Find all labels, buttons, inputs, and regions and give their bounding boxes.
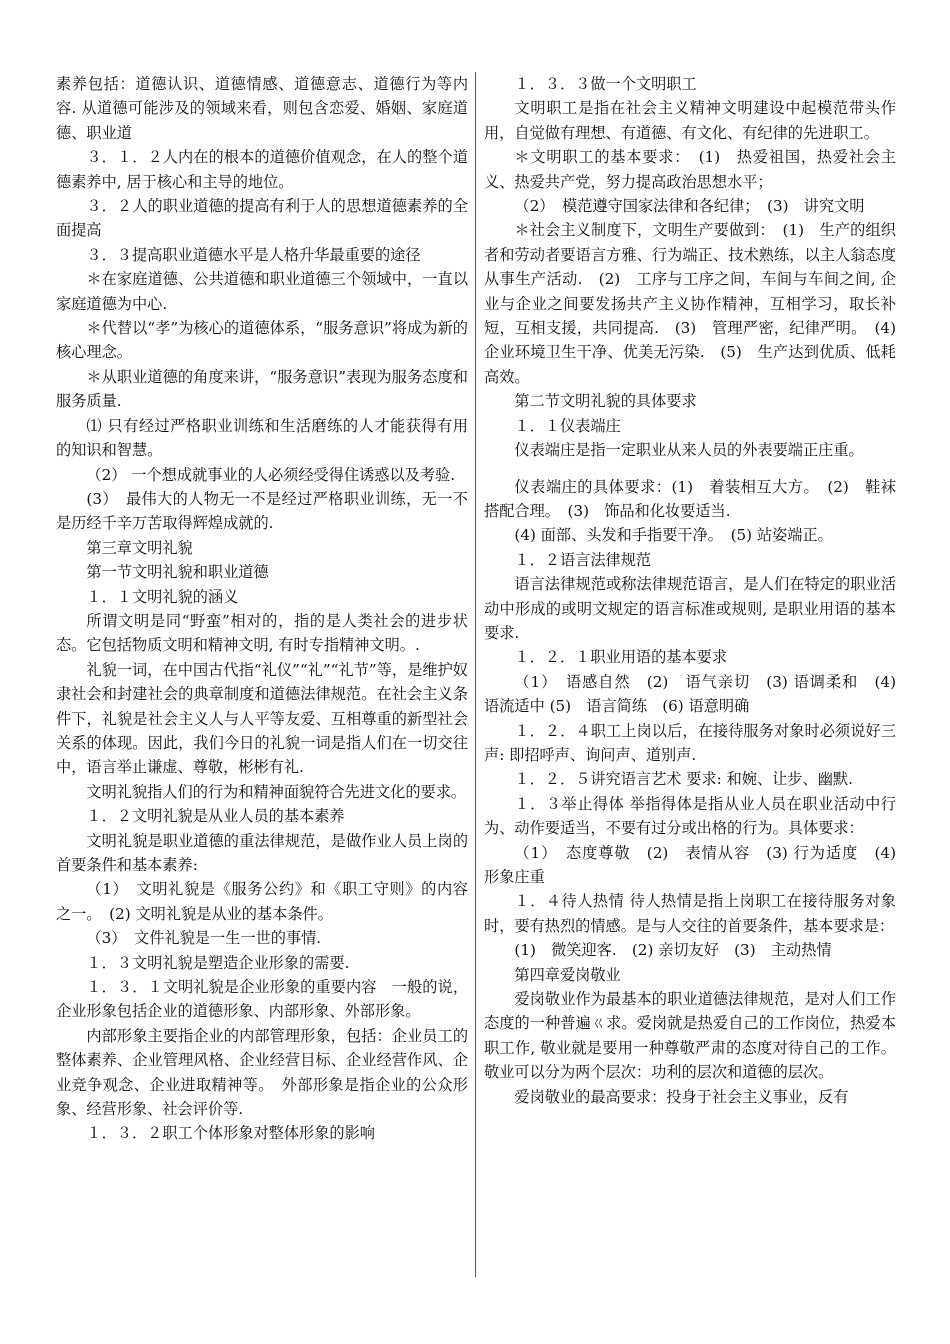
paragraph: 第一节文明礼貌和职业道德 xyxy=(86,563,269,582)
paragraph: 仪表端庄是指一定职业从来人员的外表要端正庄重。 xyxy=(514,441,864,460)
paragraph: ３．２人的职业道德的提高有利于人的思想道德素养的全面提高 xyxy=(56,197,468,240)
paragraph: （2） 模范遵守国家法律和各纪律； (3) 讲究文明 xyxy=(514,197,865,216)
paragraph: （1） 文明礼貌是《服务公约》和《职工守则》的内容之一。 (2) 文明礼貌是从业的基本条件。 xyxy=(56,880,468,923)
paragraph: 仪表端庄的具体要求：(1) 着装相互大方。 (2) 鞋袜搭配合理。 (3) 饰品和化妆要适当. xyxy=(484,477,896,520)
paragraph-gap xyxy=(484,463,896,475)
paragraph: ＊社会主义制度下，文明生产要做到： (1) 生产的组织者和劳动者要语言方雅、行为端正、技术熟练，以主人翁态度从事生产活动. (2) 工序与工序之间，车间与车间之间, 企业与企业之间要发扬共产主义协作精神，互相学习，取长补短，互相支援，共同提高. (3) 管理严密，纪律严明。 (4) 企业环境卫生干净、优美无污染. (5) 生产达到优质、低耗高效。 xyxy=(484,221,912,386)
paragraph: 文明礼貌是职业道德的重法律规范，是做作业人员上岗的首要条件和基本素养: xyxy=(56,831,468,874)
paragraph: ＊从职业道德的角度来讲，“服务意识”表现为服务态度和服务质量. xyxy=(56,367,468,411)
paragraph: ３．３提高职业道德水平是人格升华最重要的途径 xyxy=(86,245,421,264)
paragraph: (4) 面部、头发和手指要干净。 (5) 站姿端正。 xyxy=(514,526,833,545)
paragraph: （1） 态度尊敬 (2) 表情从容 (3) 行为适度 (4) 形象庄重 xyxy=(484,843,912,886)
paragraph: ＊代替以“孝”为核心的道德体系，“服务意识”将成为新的核心理念。 xyxy=(56,319,468,362)
column-divider xyxy=(475,72,476,1277)
paragraph: 所谓文明是同“野蛮”相对的，指的是人类社会的进步状态。它包括物质文明和精神文明, 有时专指精神文明。. xyxy=(56,611,468,655)
paragraph: １．２．１职业用语的基本要求 xyxy=(514,648,728,667)
paragraph: １．３．２职工个体形象对整体形象的影响 xyxy=(86,1124,375,1143)
paragraph: ⑴ 只有经过严格职业训练和生活磨练的人才能获得有用的知识和智慧。 xyxy=(56,416,468,460)
left-text-column xyxy=(56,72,468,1146)
paragraph: (3） 最伟大的人物无一不是经过严格职业训练，无一不是历经千辛万苦取得辉煌成就的. xyxy=(56,489,468,533)
paragraph: 素养包括：道德认识、道德情感、道德意志、道德行为等内容. 从道德可能涉及的领域来看，则包含恋爱、婚姻、家庭道德、职业道 xyxy=(56,75,468,142)
paragraph: 礼貌一词，在中国古代指“礼仪”“礼”“礼节”等，是维护奴隶社会和封建社会的典章制度和道德法律规范。在社会主义条件下，礼貌是社会主义人与人平等友爱、互相尊重的新型社会关系的体现。因此，我们今日的礼貌一词是指人们在一切交往中，语言举止谦虚、尊敬，彬彬有礼. xyxy=(56,660,468,777)
paragraph: 文明礼貌指人们的行为和精神面貌符合先进文化的要求。 xyxy=(86,782,467,801)
paragraph: 语言法律规范或称法律规范语言，是人们在特定的职业活动中形成的或明文规定的语言标准或规则, 是职业用语的基本要求. xyxy=(484,575,896,642)
paragraph: (1) 微笑迎客. (2) 亲切友好 (3) 主动热情 xyxy=(514,941,832,960)
paragraph: 爱岗敬业的最高要求：投身于社会主义事业，反有 xyxy=(514,1087,849,1106)
paragraph: ＊文明职工的基本要求： (1) 热爱祖国，热爱社会主义、热爱共产党，努力提高政治思想水平； xyxy=(484,148,896,191)
paragraph: １．２文明礼貌是从业人员的基本素养 xyxy=(86,807,345,826)
paragraph: ３．１．２人内在的根本的道德价值观念，在人的整个道德素养中, 居于核心和主导的地位。 xyxy=(56,148,468,191)
paragraph: 爱岗敬业作为最基本的职业道德法律规范，是对人们工作态度的一种普遍ㄍ求。爱岗就是热爱自己的工作岗位，热爱本职工作, 敬业就是要用一种尊敬严肃的态度对待自己的工作。敬业可以分为两个层次：功利的层次和道德的层次。 xyxy=(484,990,896,1082)
paragraph: （3） 文件礼貌是一生一世的事情. xyxy=(86,929,322,948)
paragraph: （2） 一个想成就事业的人必须经受得住诱惑以及考验. xyxy=(86,465,456,484)
paragraph: １．１仪表端庄 xyxy=(514,416,621,435)
paragraph: 第三章文明礼貌 xyxy=(86,538,193,557)
paragraph: １．２．５讲究语言艺术 要求: 和婉、让步、幽默. xyxy=(514,770,853,789)
paragraph: 内部形象主要指企业的内部管理形象，包括：企业员工的整体素养、企业管理风格、企业经营目标、企业经营作风、企业竞争观念、企业进取精神等。 外部形象是指企业的公众形象、经营形象、社会评价等. xyxy=(56,1026,468,1119)
right-text-column xyxy=(484,72,912,1109)
paragraph: ＊在家庭道德、公共道德和职业道德三个领域中，一直以家庭道德为中心. xyxy=(56,270,468,313)
paragraph: １．２语言法律规范 xyxy=(514,550,652,569)
paragraph: １．３．１文明礼貌是企业形象的重要内容 一般的说，企业形象包括企业的道德形象、内部形象、外部形象。 xyxy=(56,978,468,1021)
paragraph: 第二节文明礼貌的具体要求 xyxy=(514,392,697,411)
paragraph: １．４待人热情 待人热情是指上岗职工在接待服务对象时，要有热烈的情感。是与人交往的首要条件，基本要求是： xyxy=(484,892,896,935)
paragraph: 文明职工是指在社会主义精神文明建设中起模范带头作用，自觉做有理想、有道德、有文化、有纪律的先进职工。 xyxy=(484,99,896,142)
paragraph: １．３文明礼貌是塑造企业形象的需要. xyxy=(86,953,350,972)
paragraph: １．３．３做一个文明职工 xyxy=(514,75,697,93)
paragraph: １．２．４职工上岗以后，在接待服务对象时必须说好三声: 即招呼声、询问声、道别声. xyxy=(484,721,896,764)
paragraph: 第四章爱岗敬业 xyxy=(514,965,621,984)
paragraph: １．３举止得体 举指得体是指从业人员在职业活动中行为、动作要适当，不要有过分或出格的行为。具体要求： xyxy=(484,794,896,838)
paragraph: （1） 语感自然 (2) 语气亲切 (3) 语调柔和 (4) 语流适中 (5) 语言简练 (6) 语意明确 xyxy=(484,672,912,716)
paragraph: １．１文明礼貌的涵义 xyxy=(86,587,239,606)
